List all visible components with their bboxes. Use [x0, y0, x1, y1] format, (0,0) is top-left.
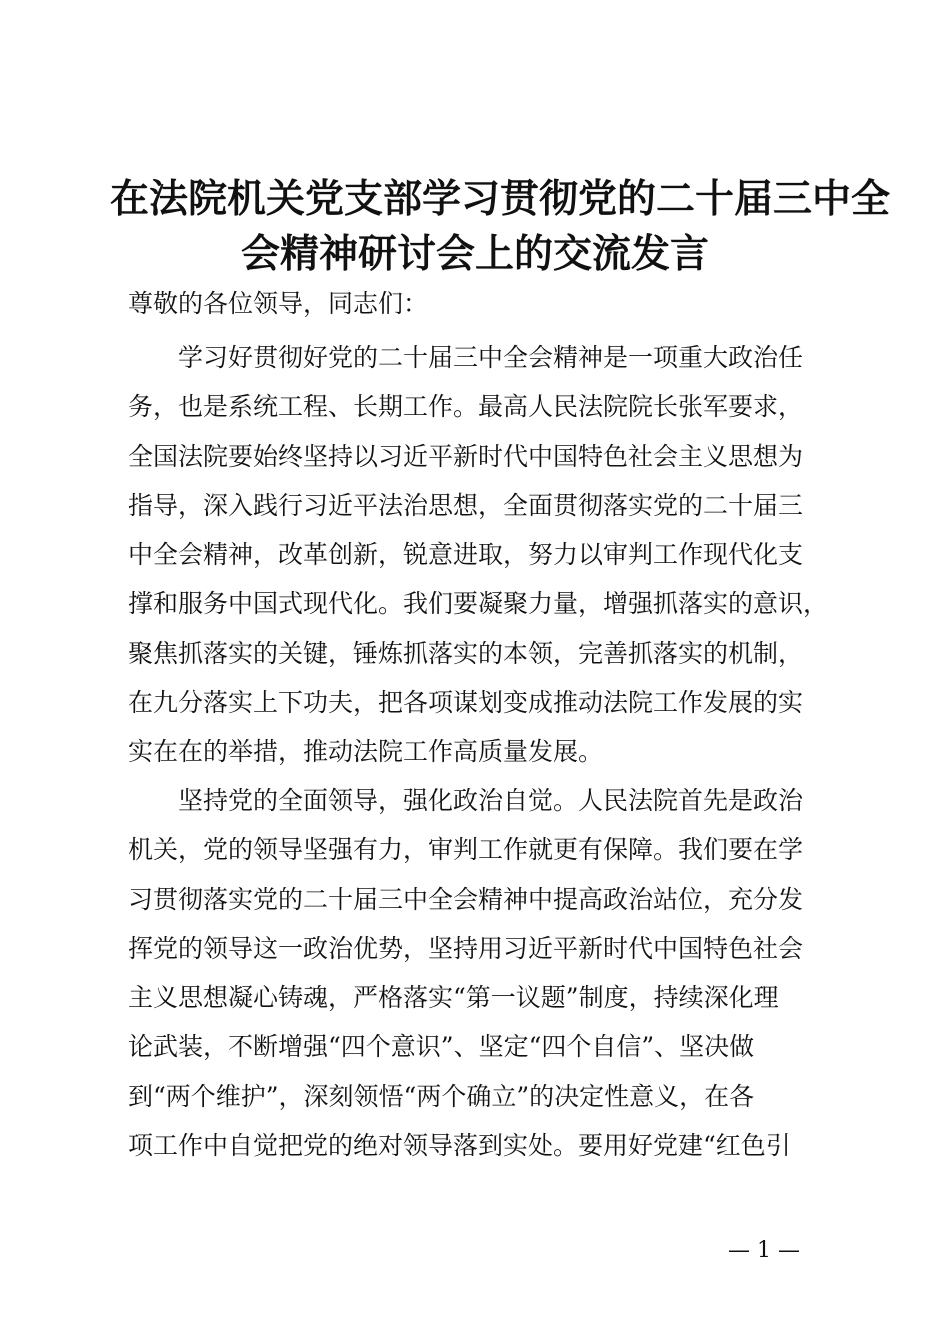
paragraph-line: 务，也是系统工程、长期工作。最高人民法院院长张军要求，	[128, 392, 804, 422]
paragraph-line: 论武装，不断增强“四个意识”、坚定“四个自信”、坚决做	[128, 1032, 755, 1062]
document-title	[110, 172, 891, 282]
paragraph-line: 主义思想凝心铸魂，严格落实“第一议题”制度，持续深化理	[128, 983, 779, 1013]
paragraph-line: 坚持党的全面领导，强化政治自觉。人民法院首先是政治	[178, 786, 804, 815]
salutation: 尊敬的各位领导，同志们：	[128, 289, 429, 318]
paragraph-line: 挥党的领导这一政治优势，坚持用习近平新时代中国特色社会	[128, 933, 804, 963]
paragraph-line: 全国法院要始终坚持以习近平新时代中国特色社会主义思想为	[128, 441, 804, 471]
page-number: — 1 —	[728, 1238, 800, 1263]
title-line: 在法院机关党支部学习贯彻党的二十届三中全	[110, 176, 891, 222]
paragraph	[128, 333, 833, 777]
paragraph-line: 机关，党的领导坚强有力，审判工作就更有保障。我们要在学	[128, 835, 804, 865]
paragraph-line: 指导，深入践行习近平法治思想，全面贯彻落实党的二十届三	[128, 490, 804, 520]
paragraph-line: 中全会精神，改革创新，锐意进取，努力以审判工作现代化支	[128, 540, 804, 570]
paragraph	[128, 776, 833, 1170]
paragraph-line: 聚焦抓落实的关键，锤炼抓落实的本领，完善抓落实的机制，	[128, 638, 804, 668]
paragraph-line: 学习好贯彻好党的二十届三中全会精神是一项重大政治任	[178, 343, 804, 372]
paragraph-line: 项工作中自觉把党的绝对领导落到实处。要用好党建“红色引	[128, 1131, 791, 1161]
paragraph-line: 在九分落实上下功夫，把各项谋划变成推动法院工作发展的实	[128, 688, 804, 718]
paragraph-line: 实在在的举措，推动法院工作高质量发展。	[128, 737, 604, 767]
paragraph-line: 到“两个维护”，深刻领悟“两个确立”的决定性意义，在各	[128, 1081, 755, 1111]
paragraph-line: 习贯彻落实党的二十届三中全会精神中提高政治站位，充分发	[128, 884, 804, 914]
title-line: 会精神研讨会上的交流发言	[240, 231, 709, 277]
paragraph-line: 撑和服务中国式现代化。我们要凝聚力量，增强抓落实的意识，	[128, 589, 829, 619]
